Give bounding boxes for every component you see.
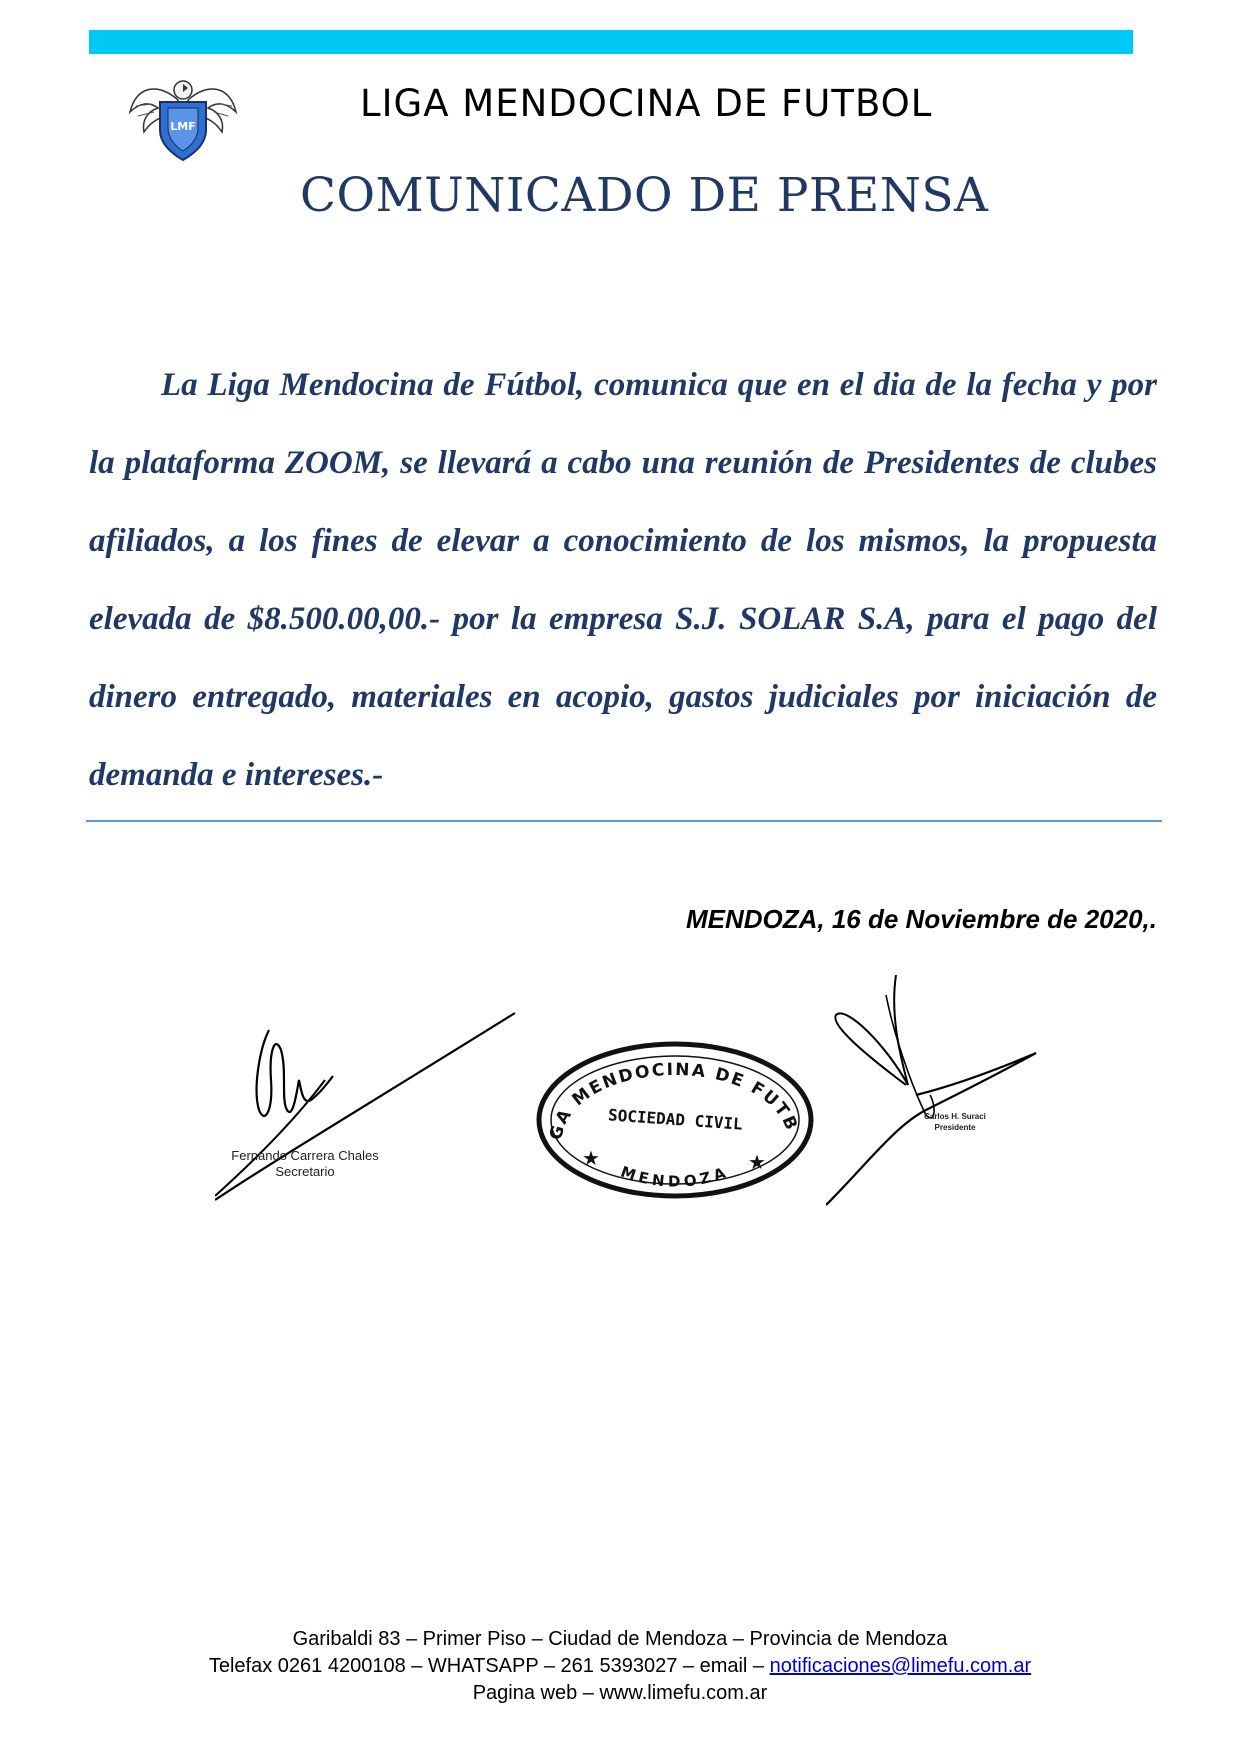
president-caption: [910, 1111, 1000, 1133]
footer-address: Garibaldi 83 – Primer Piso – Ciudad de Mendoza – Provincia de Mendoza: [292, 1628, 948, 1650]
svg-text:★: ★: [582, 1148, 600, 1170]
secretary-signature: [215, 1010, 525, 1210]
section-divider: [86, 820, 1162, 822]
official-seal: [530, 1035, 820, 1205]
footer-website: Pagina web – www.limefu.com.ar: [472, 1682, 768, 1704]
league-logo: [128, 72, 238, 162]
page-footer: [0, 1626, 1240, 1707]
svg-text:★: ★: [748, 1152, 766, 1174]
organization-name: LIGA MENDOCINA DE FUTBOL: [360, 82, 933, 125]
president-signature: [826, 975, 1046, 1207]
footer-contact: [0, 1653, 1240, 1680]
place-and-date: MENDOZA, 16 de Noviembre de 2020,.: [685, 904, 1157, 934]
secretary-name: Fernando Carrera Chales: [231, 1148, 379, 1163]
president-role: Presidente: [934, 1123, 976, 1132]
seal-top-text: GA MENDOCINA DE FUTB: [545, 1059, 802, 1142]
svg-text:MENDOZA: [618, 1162, 731, 1190]
secretary-role: Secretario: [275, 1164, 335, 1179]
email-link[interactable]: notificaciones@limefu.com.ar: [769, 1655, 1032, 1677]
top-accent-bar: [89, 30, 1133, 54]
secretary-caption: [205, 1148, 405, 1180]
president-name: Carlos H. Suraci: [924, 1112, 986, 1121]
footer-contact-text: Telefax 0261 4200108 – WHATSAPP – 261 5393027 – email –: [208, 1655, 770, 1677]
seal-bottom-text: MENDOZA: [618, 1162, 732, 1191]
seal-middle-text: SOCIEDAD CIVIL: [607, 1105, 744, 1134]
svg-text:LMF: LMF: [170, 120, 196, 133]
press-release-body: La Liga Mendocina de Fútbol, comunica que en el dia de la fecha y por la plataforma ZOOM, se llevará a cabo una reunión de Presidentes de clubes afiliados, a los fines de elevar a conocimiento de los mismos, la propuesta elevada de $8.500.00,00.- por la empresa S.J. SOLAR S.A, para el pago del dinero entregado, materiales en acopio, gastos judiciales por iniciación de demanda e intereses.-: [89, 367, 1157, 793]
document-title: COMUNICADO DE PRENSA: [300, 168, 989, 223]
